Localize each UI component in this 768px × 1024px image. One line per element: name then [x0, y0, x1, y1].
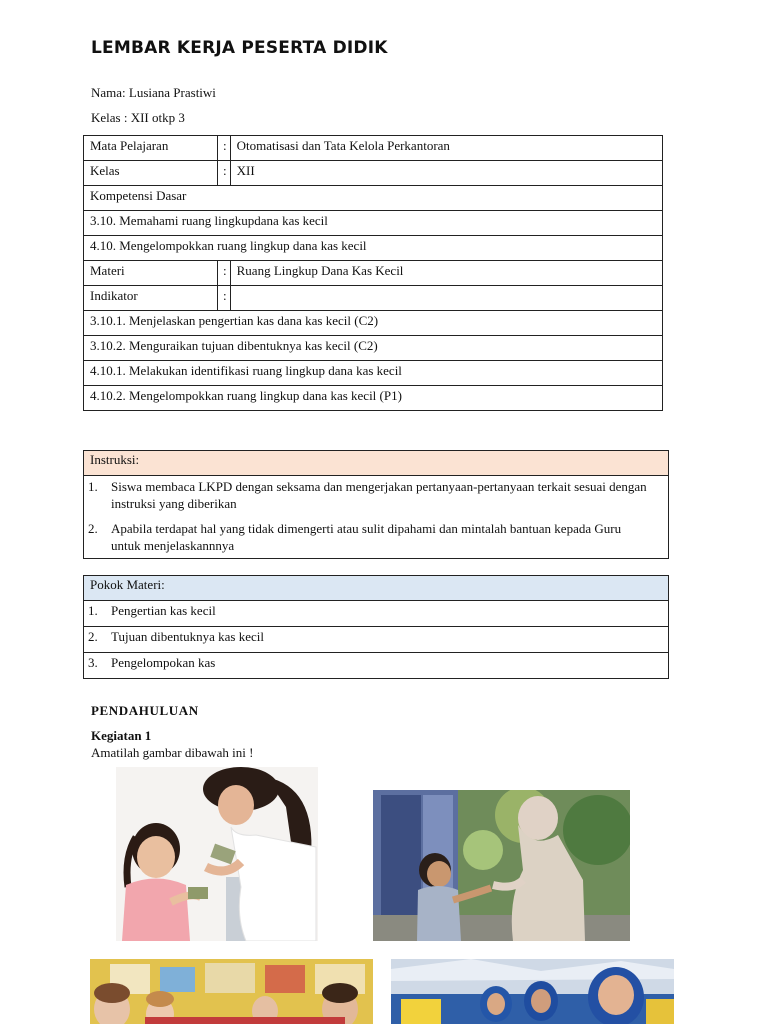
table-row [84, 211, 663, 236]
page-title: LEMBAR KERJA PESERTA DIDIK [91, 38, 388, 58]
table-row [84, 236, 663, 261]
table-row [84, 386, 663, 411]
photo-teacher-giving-money-illustration [116, 767, 318, 941]
indikator-value [230, 286, 662, 311]
photo-teacher-giving-money [116, 767, 318, 941]
photo-classroom-children [90, 959, 373, 1024]
pokok-materi-heading: Pokok Materi: [84, 576, 668, 601]
info-table [83, 135, 663, 411]
list-text: Pengelompokan kas [111, 655, 216, 670]
photo-hijab-woman-child [373, 790, 630, 941]
materi-label: Materi [84, 261, 218, 286]
table-row [84, 336, 663, 361]
list-item [84, 627, 668, 653]
list-item [84, 653, 668, 679]
pendahuluan-heading: PENDAHULUAN [91, 703, 199, 718]
instruksi-list [84, 478, 668, 554]
photo-hijab-woman-child-illustration [373, 790, 630, 941]
indikator-item: 3.10.1. Menjelaskan pengertian kas dana kas kecil (C2) [84, 311, 663, 336]
student-name: Nama: Lusiana Prastiwi [91, 85, 216, 100]
separator: : [218, 136, 231, 161]
pokok-materi-box [83, 575, 669, 679]
photo-classroom-children-illustration [90, 959, 373, 1024]
list-number: 3. [88, 655, 98, 670]
table-row [84, 186, 663, 211]
indikator-item: 4.10.2. Mengelompokkan ruang lingkup dana kas kecil (P1) [84, 386, 663, 411]
list-item [84, 601, 668, 627]
list-text: Apabila terdapat hal yang tidak dimengerti atau sulit dipahami dan mintalah bantuan kepada Guru untuk menjelaskannnya [111, 521, 622, 553]
kelas-value: XII [230, 161, 662, 186]
indikator-item: 4.10.1. Melakukan identifikasi ruang lingkup dana kas kecil [84, 361, 663, 386]
table-row [84, 361, 663, 386]
table-row [84, 286, 663, 311]
instruksi-box [83, 450, 669, 559]
materi-value: Ruang Lingkup Dana Kas Kecil [230, 261, 662, 286]
list-number: 1. [88, 603, 98, 618]
table-row [84, 161, 663, 186]
kompetensi-dasar-item: 4.10. Mengelompokkan ruang lingkup dana kas kecil [84, 236, 663, 261]
indikator-item: 3.10.2. Menguraikan tujuan dibentuknya kas kecil (C2) [84, 336, 663, 361]
separator: : [218, 286, 231, 311]
activity-title: Kegiatan 1 [91, 728, 152, 743]
kompetensi-dasar-item: 3.10. Memahami ruang lingkupdana kas kecil [84, 211, 663, 236]
student-class: Kelas : XII otkp 3 [91, 110, 185, 125]
activity-instruction: Amatilah gambar dibawah ini ! [91, 745, 254, 760]
list-item [84, 520, 668, 554]
separator: : [218, 261, 231, 286]
photo-women-blue-hijab-illustration [391, 959, 674, 1024]
kompetensi-dasar-label: Kompetensi Dasar [84, 186, 663, 211]
indikator-label: Indikator [84, 286, 218, 311]
list-number: 2. [88, 521, 98, 536]
list-number: 2. [88, 629, 98, 644]
table-row [84, 261, 663, 286]
mata-pelajaran-value: Otomatisasi dan Tata Kelola Perkantoran [230, 136, 662, 161]
table-row [84, 311, 663, 336]
instruksi-heading: Instruksi: [84, 451, 668, 476]
list-item [84, 478, 668, 512]
mata-pelajaran-label: Mata Pelajaran [84, 136, 218, 161]
table-row [84, 136, 663, 161]
list-number: 1. [88, 479, 98, 494]
list-text: Pengertian kas kecil [111, 603, 216, 618]
list-text: Siswa membaca LKPD dengan seksama dan mengerjakan pertanyaan-pertanyaan terkait sesuai dengan instruksi yang diberikan [111, 479, 647, 511]
photo-women-blue-hijab [391, 959, 674, 1024]
separator: : [218, 161, 231, 186]
kelas-label: Kelas [84, 161, 218, 186]
list-text: Tujuan dibentuknya kas kecil [111, 629, 264, 644]
